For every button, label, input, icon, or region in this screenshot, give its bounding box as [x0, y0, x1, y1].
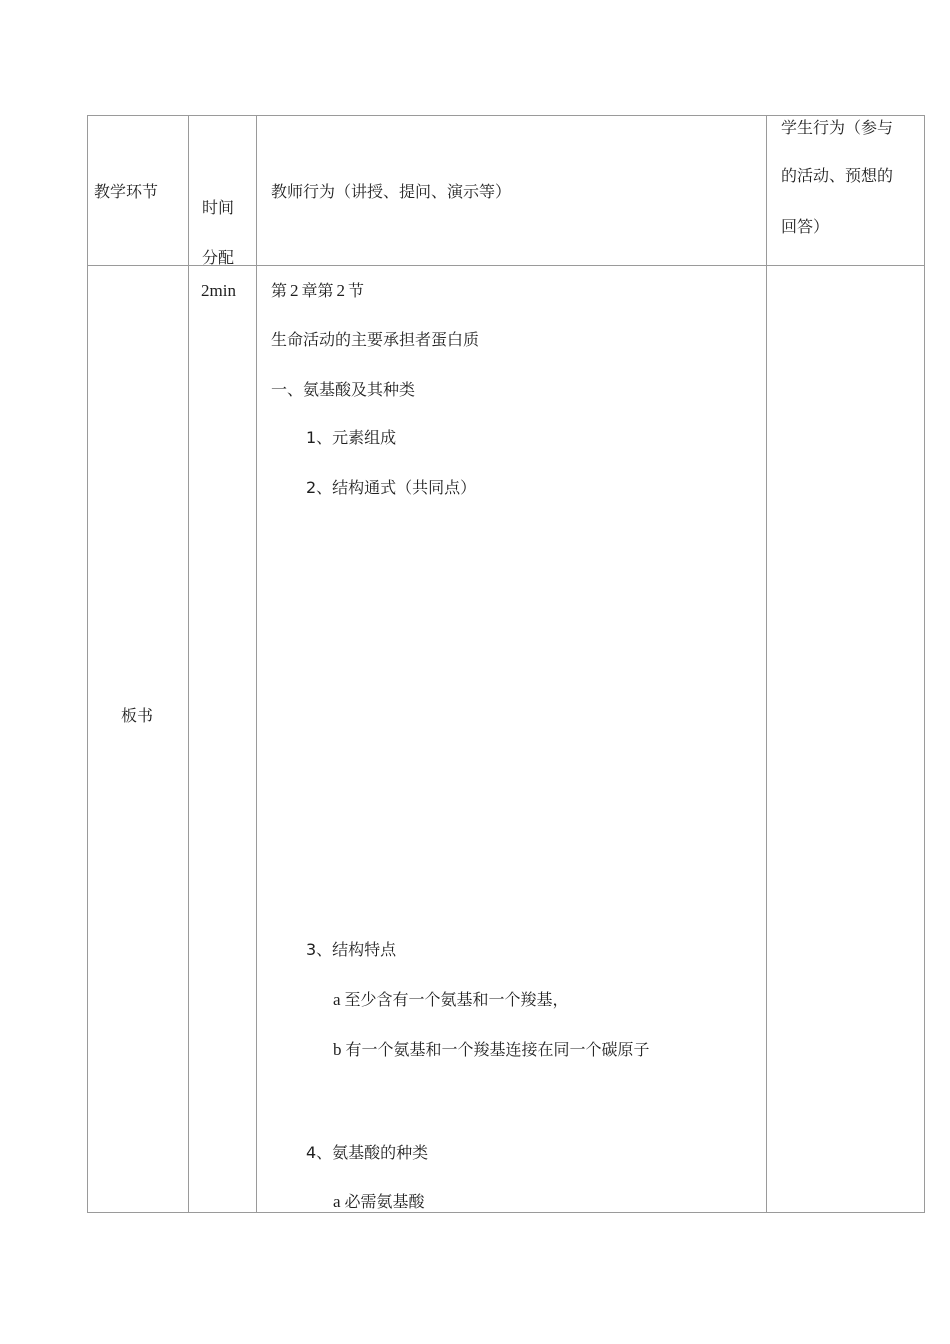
- item-element-composition: 1、元素组成: [306, 428, 397, 447]
- header-student-line2: 的活动、预想的: [781, 166, 894, 185]
- header-stage: 教学环节: [94, 182, 159, 201]
- feature-b-letter: b: [333, 1040, 342, 1059]
- chapter-title: [271, 281, 364, 301]
- chapter-mid: 章第: [301, 281, 334, 300]
- column-divider-1: [188, 115, 189, 1213]
- header-student-line3: 回答）: [781, 217, 830, 236]
- table-border-right: [924, 115, 925, 1213]
- topic-title: 生命活动的主要承担者蛋白质: [271, 330, 480, 349]
- item-structural-formula: 2、结构通式（共同点）: [306, 478, 477, 497]
- column-divider-3: [766, 115, 767, 1213]
- section-number: 2: [336, 281, 346, 300]
- feature-b-text: 有一个氨基和一个羧基连接在同一个碳原子: [345, 1040, 650, 1059]
- type-a: [333, 1192, 425, 1212]
- section-suffix: 节: [348, 281, 365, 300]
- column-divider-2: [256, 115, 257, 1213]
- header-time-line1: 时间: [202, 198, 235, 217]
- chapter-prefix: 第: [271, 281, 288, 300]
- header-time-line2: 分配: [202, 248, 235, 267]
- chapter-number: 2: [290, 281, 299, 300]
- header-student-line1: 学生行为（参与: [781, 118, 894, 137]
- feature-a-letter: a: [333, 990, 341, 1009]
- feature-a-text: 至少含有一个氨基和一个羧基，: [344, 990, 569, 1009]
- table-border-bottom: [87, 1212, 925, 1213]
- type-a-letter: a: [333, 1192, 341, 1211]
- type-a-text: 必需氨基酸: [344, 1192, 425, 1211]
- table-border-top: [87, 115, 925, 116]
- feature-a: [333, 990, 569, 1010]
- stage-cell: 板书: [121, 706, 154, 725]
- time-cell: 2min: [201, 281, 236, 300]
- table-border-left: [87, 115, 88, 1213]
- feature-b: [333, 1040, 650, 1060]
- item-structural-features: 3、结构特点: [306, 940, 397, 959]
- header-teacher: 教师行为（讲授、提问、演示等）: [271, 182, 512, 201]
- heading-amino-acids: 一、氨基酸及其种类: [271, 380, 416, 399]
- item-amino-acid-types: 4、氨基酸的种类: [306, 1143, 429, 1162]
